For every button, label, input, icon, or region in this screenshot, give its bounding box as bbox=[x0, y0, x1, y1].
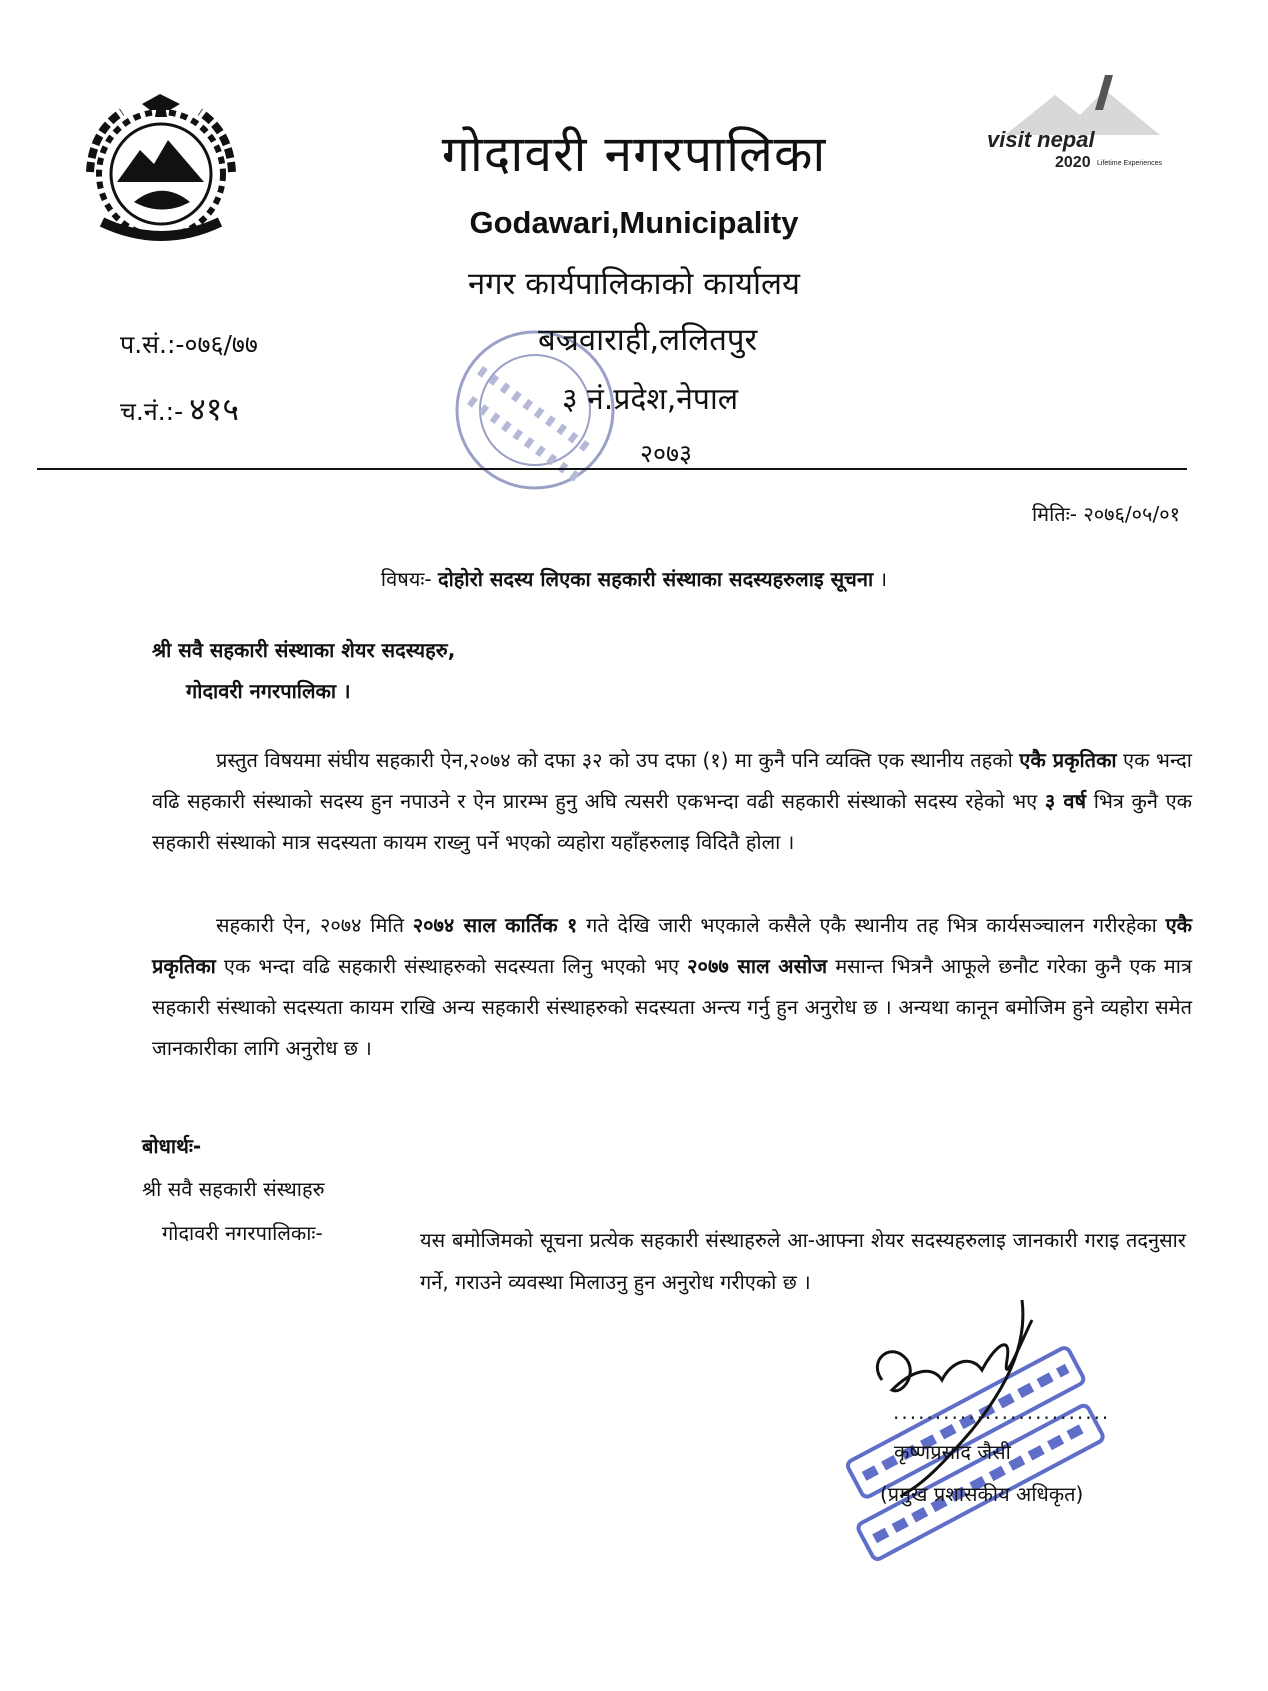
dispatch-number-row bbox=[120, 387, 239, 430]
body-paragraph-1 bbox=[152, 740, 1192, 863]
subject-suffix: । bbox=[873, 567, 888, 591]
municipality-name-nepali: गोदावरी नगरपालिका bbox=[441, 125, 827, 183]
body-text: मसान्त भित्रनै आफूले छनौट गरेका कुनै एक मात्र सहकारी संस्थाको सदस्यता कायम राखि अन्य सहकारी संस्थाहरुको सदस्यता अन्त्य गर्नु हुन अनुरोध छ । अन्यथा कानून बमोजिम हुने व्यहोरा समेत जानकारीका लागि अनुरोध छ । bbox=[152, 954, 1192, 1060]
body-emphasis: एकै प्रकृतिका bbox=[1019, 748, 1117, 772]
cc-heading: बोधार्थः- bbox=[142, 1134, 202, 1158]
municipality-name-english: Godawari,Municipality bbox=[469, 205, 799, 240]
subject-prefix: विषयः- bbox=[380, 567, 438, 591]
recipient-line-2: गोदावरी नगरपालिका । bbox=[186, 679, 351, 703]
reference-number: प.सं.:-०७६/७७ bbox=[120, 330, 258, 359]
visit-logo-tagline: Lifetime Experiences bbox=[1097, 160, 1162, 167]
visit-logo-text: visit nepal bbox=[987, 127, 1095, 152]
body-text: एक भन्दा वढि सहकारी संस्थाहरुको सदस्यता लिनु भएको भए bbox=[215, 954, 688, 978]
visit-logo-year: 2020 bbox=[1055, 154, 1091, 171]
header-divider bbox=[37, 468, 1187, 470]
signatory-title: (प्रमुख प्रशासकीय अधिकृत) bbox=[880, 1482, 1084, 1506]
body-text: सहकारी ऐन, २०७४ मिति bbox=[216, 913, 413, 937]
body-text: गते देखि जारी भएकाले कसैले एकै स्थानीय तह भित्र कार्यसञ्चालन गरीरहेका bbox=[577, 913, 1166, 937]
dispatch-label: च.नं.:- bbox=[120, 397, 184, 426]
signature-line: .......................... bbox=[893, 1400, 1111, 1424]
address-line-2: ३ नं.प्रदेश,नेपाल bbox=[562, 382, 739, 417]
cc-line-1: श्री सवै सहकारी संस्थाहरु bbox=[142, 1177, 325, 1201]
body-emphasis: २०७७ साल असोज bbox=[687, 954, 828, 978]
body-text: प्रस्तुत विषयमा संघीय सहकारी ऐन,२०७४ को दफा ३२ को उप दफा (१) मा कुनै पनि व्यक्ति एक स्थानीय तहको bbox=[216, 748, 1020, 772]
letter-date: मितिः- २०७६/०५/०१ bbox=[1031, 502, 1180, 526]
office-name: नगर कार्यपालिकाको कार्यालय bbox=[467, 266, 801, 302]
cc-line-2: गोदावरी नगरपालिकाः- bbox=[162, 1221, 323, 1245]
body-emphasis: २०७४ साल कार्तिक १ bbox=[412, 913, 578, 937]
letter-subject bbox=[0, 565, 1268, 592]
signatory-name: कृष्णप्रसाद जैसी bbox=[894, 1440, 1011, 1464]
recipient-line-1: श्री सवै सहकारी संस्थाका शेयर सदस्यहरु, bbox=[152, 638, 456, 662]
established-year: २०७३ bbox=[640, 439, 693, 468]
subject-text: दोहोरो सदस्य लिएका सहकारी संस्थाका सदस्यहरुलाइ सूचना bbox=[437, 567, 874, 591]
body-text: एक भन्दा वढि सहकारी संस्थाको सदस्य हुन नपाउने र ऐन प्रारम्भ हुनु अघि त्यसरी एकभन्दा वढी सहकारी संस्थाको सदस्य रहेको भए bbox=[152, 748, 1192, 813]
cc-instruction: यस बमोजिमको सूचना प्रत्येक सहकारी संस्थाहरुले आ-आफ्ना शेयर सदस्यहरुलाइ जानकारी गराइ तदनुसार गर्ने, गराउने व्यवस्था मिलाउनु हुन अनुरोध गरीएको छ । bbox=[420, 1228, 1186, 1294]
body-paragraph-2 bbox=[152, 905, 1192, 1069]
body-emphasis: एकै प्रकृतिका bbox=[152, 913, 1192, 978]
body-text: भित्र कुनै एक सहकारी संस्थाको मात्र सदस्यता कायम राख्नु पर्ने भएको व्यहोरा यहाँहरुलाइ विदितै होला । bbox=[152, 789, 1193, 854]
address-line-1: बज्रवाराही,ललितपुर bbox=[538, 322, 758, 358]
body-emphasis: ३ वर्ष bbox=[1044, 789, 1087, 813]
dispatch-number: ४१५ bbox=[189, 390, 240, 428]
